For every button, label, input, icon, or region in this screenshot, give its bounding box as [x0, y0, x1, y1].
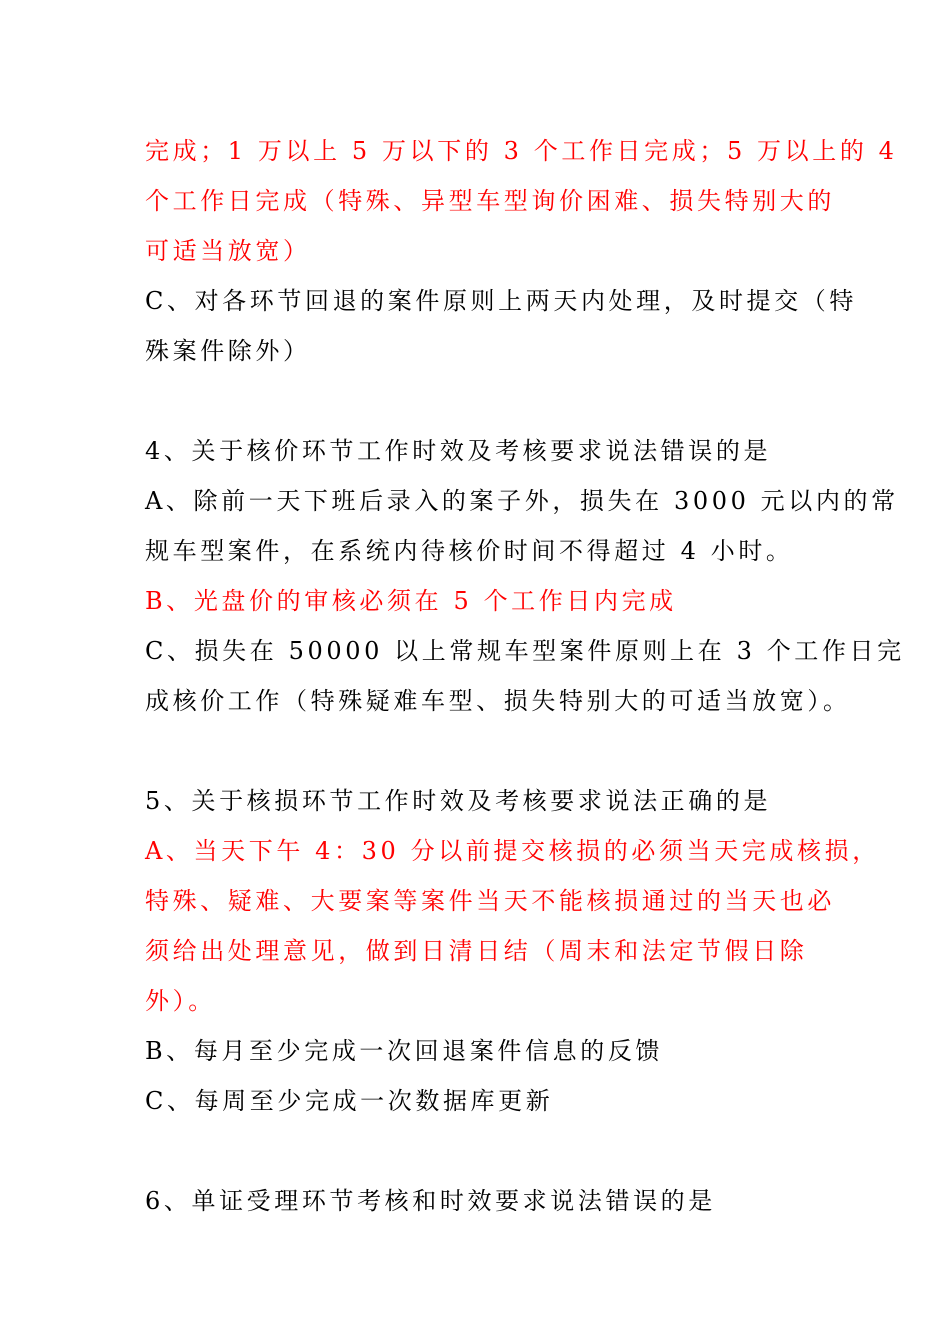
carryover-option-c: [145, 276, 857, 376]
option-line: 殊案件除外）: [145, 337, 311, 365]
answer-line: 完成；1 万以上 5 万以下的 3 个工作日完成；5 万以上的 4: [145, 137, 898, 165]
answer-line: 个工作日完成（特殊、异型车型询价困难、损失特别大的: [145, 187, 835, 215]
answer-option: B、光盘价的审核必须在 5 个工作日内完成: [145, 587, 677, 615]
option-line: 成核价工作（特殊疑难车型、损失特别大的可适当放宽）。: [145, 687, 851, 715]
question-stem: 6、单证受理环节考核和时效要求说法错误的是: [145, 1187, 716, 1215]
paragraph-gap: [145, 726, 810, 776]
option-line: B、每月至少完成一次回退案件信息的反馈: [145, 1037, 664, 1065]
carryover-answer: [145, 126, 898, 276]
question-6: [145, 1176, 810, 1226]
answer-option: 特殊、疑难、大要案等案件当天不能核损通过的当天也必: [145, 887, 835, 915]
question-stem: 4、关于核价环节工作时效及考核要求说法错误的是: [145, 437, 772, 465]
answer-option: 须给出处理意见，做到日清日结（周末和法定节假日除: [145, 937, 808, 965]
option-line: C、每周至少完成一次数据库更新: [145, 1087, 554, 1115]
paragraph-gap: [145, 1126, 810, 1176]
option-line: C、对各环节回退的案件原则上两天内处理，及时提交（特: [145, 287, 857, 315]
paragraph-gap: [145, 376, 810, 426]
question-5: [145, 776, 880, 1126]
answer-option: 外）。: [145, 987, 216, 1015]
answer-line: 可适当放宽）: [145, 237, 311, 265]
document-page: [145, 126, 905, 1226]
option-line: A、除前一天下班后录入的案子外，损失在 3000 元以内的常: [145, 487, 899, 515]
answer-option: A、当天下午 4：30 分以前提交核损的必须当天完成核损，: [145, 837, 880, 865]
question-stem: 5、关于核损环节工作时效及考核要求说法正确的是: [145, 787, 772, 815]
option-line: 规车型案件，在系统内待核价时间不得超过 4 小时。: [145, 537, 794, 565]
option-line: C、损失在 50000 以上常规车型案件原则上在 3 个工作日完: [145, 637, 905, 665]
question-4: [145, 426, 905, 726]
